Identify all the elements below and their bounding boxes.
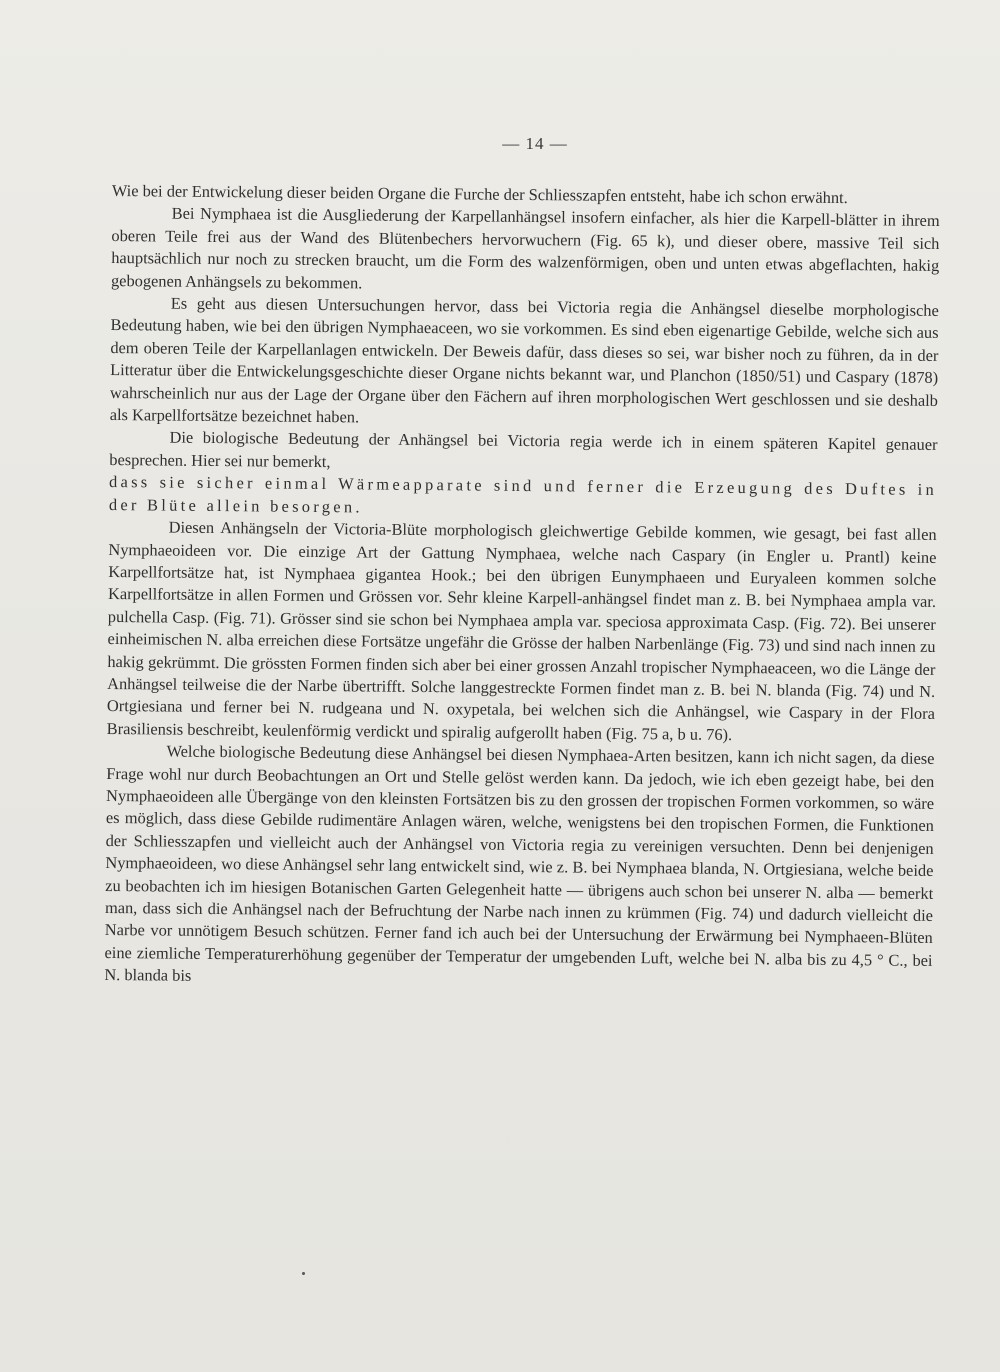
paragraph-1: Wie bei der Entwickelung dieser beiden Organe die Furche der Schliesszapfen entsteht, habe ich schon erwähnt. xyxy=(111,180,848,208)
paragraph-3: Es geht aus diesen Untersuchungen hervor, dass bei Victoria regia die Anhängsel dieselbe morphologische Bedeutung haben, wie bei den übrigen Nymphaeaceen, wo sie vorkommen. Es sind eben eigenartige Gebilde, welche sich aus dem oberen Teile der Karpellanlagen entwickeln. Der Beweis dafür, dass dieses so sei, war bisher noch zu führen, da in der Litteratur über die Entwickelungsgeschichte dieser Organe nichts bekannt war, und Planchon (1850/51) und Caspary (1878) wahrscheinlich nur aus der Lage der Organe über den Fächern auf ihren morphologischen Wert geschlossen und sie deshalb als Karpellfortsätze bezeichnet haben. xyxy=(109,293,939,427)
paragraph-6: Welche biologische Bedeutung diese Anhängsel bei diesen Nymphaea-Arten besitzen, kann ich nicht sagen, da diese Frage wohl nur durch Beobachtungen an Ort und Stelle gelöst werden kann. Da jedoch, wie ich eben gezeigt habe, bei den Nymphaeoideen alle Übergänge von den kleinsten Fortsätzen bis zu den grossen der tropischen Formen vorkommen, so wäre es möglich, dass diese Gebilde rudimentäre Anlagen wären, welche, wenigstens bei den tropischen Formen, die Funktionen der Schliesszapfen und vielleicht auch der Anhängsel von Victoria regia zu vereinigen versuchten. Denn bei denjenigen Nymphaeoideen, wo diese Anhängsel sehr lang entwickelt sind, wie z. B. bei Nymphaea blanda, N. Ortgiesiana, welche beide zu beobachten ich im hiesigen Botanischen Garten Gelegenheit hatte — übrigens auch schon bei unserer N. alba — bemerkt man, dass sich die Anhängsel nach der Befruchtung der Narbe nach innen zu krümmen (Fig. 74) und dadurch vielleicht die Narbe vor unnötigem Besuch schützen. Ferner fand ich auch bei der Untersuchung der Erwärmung bei Nymphaeen-Blüten eine ziemliche Temperaturerhöhung gegenüber der Temperatur der umgebenden Luft, welche bei N. alba bis zu 4,5 ° C., bei N. blanda bis xyxy=(104,741,935,986)
page-number: — 14 — xyxy=(502,134,568,153)
paragraph-4-emphasis: dass sie sicher einmal Wärmeapparate sind und ferner die Erzeugung des Duftes in der Blüte allein besorgen. xyxy=(108,472,938,517)
body-text xyxy=(104,180,940,995)
paragraph-5: Diesen Anhängseln der Victoria-Blüte morphologisch gleichwertige Gebilde kommen, wie gesagt, bei fast allen Nymphaeoideen vor. Die einzige Art der Gattung Nymphaea, welche nach Caspary (in Engler u. Prantl) keine Karpellfortsätze hat, ist Nymphaea gigantea Hook.; bei den übrigen Eunymphaeen und Euryaleen kommen solche Karpellfortsätze in allen Formen und Grössen vor. Sehr kleine Karpell-anhängsel findet man z. B. bei Nymphaea ampla var. pulchella Casp. (Fig. 71). Grösser sind sie schon bei Nymphaea ampla var. speciosa approximata Casp. (Fig. 72). Bei unserer einheimischen N. alba erreichen diese Fortsätze ungefähr die Grösse der halben Narbenlänge (Fig. 73) und sind nach innen zu hakig gekrümmt. Die grössten Formen finden sich aber bei einer grossen Anzahl tropischer Nymphaeaceen, wo die Länge der Anhängsel teilweise die der Narbe übertrifft. Solche langgestreckte Formen findet man z. B. bei N. blanda (Fig. 74) und N. Ortgiesiana und ferner bei N. rudgeana und N. oxypetala, bei welchen sich die Anhängsel, wie Caspary in der Flora Brasiliensis beschreibt, keulenförmig verdickt und spiralig aufgerollt haben (Fig. 75 a, b u. 76). xyxy=(106,517,937,744)
paper-speck xyxy=(302,1272,305,1275)
paragraph-2: Bei Nymphaea ist die Ausgliederung der Karpellanhängsel insofern einfacher, als hier die Karpell-blätter in ihrem oberen Teile frei aus der Wand des Blütenbechers hervorwuchern (Fig. 65 k), und dieser obere, massive Teil sich hauptsächlich nur noch zu strecken braucht, um die Form des walzenförmigen, oben und unten etwas abgeflachten, hakig gebogenen Anhängsels zu bekommen. xyxy=(110,203,940,293)
paragraph-4: Die biologische Bedeutung der Anhängsel bei Victoria regia werde ich in einem späteren Kapitel genauer besprechen. Hier sei nur bemerkt, xyxy=(109,428,938,471)
